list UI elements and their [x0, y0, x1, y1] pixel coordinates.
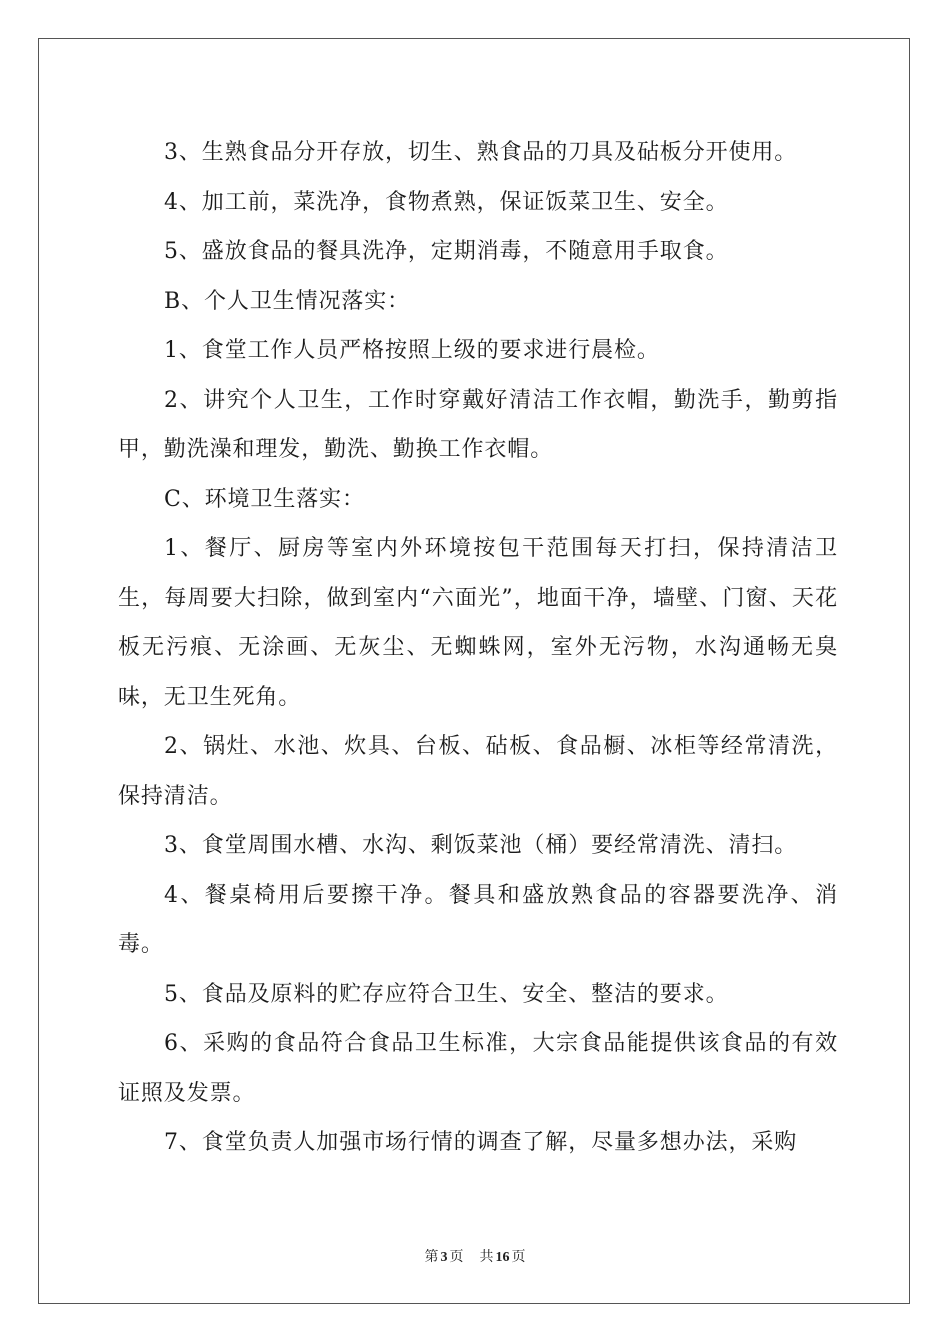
page-number: 3 [440, 1250, 448, 1265]
paragraph: 6、采购的食品符合食品卫生标准，大宗食品能提供该食品的有效证照及发票。 [118, 1031, 838, 1106]
paragraph: 1、食堂工作人员严格按照上级的要求进行晨检。 [164, 338, 660, 363]
total-pages-unit: 页 [511, 1250, 526, 1265]
paragraph: 5、食品及原料的贮存应符合卫生、安全、整洁的要求。 [164, 981, 729, 1007]
paragraph: 1、餐厅、厨房等室内外环境按包干范围每天打扫，保持清洁卫生，每周要大扫除，做到室内“六面光”，地面干净，墙壁、门窗、天花板无污痕、无涂画、无灰尘、无蜘蛛网，室外无污物，水沟通畅无臭味，无卫生死角。 [118, 536, 838, 710]
total-pages-prefix: 共 [479, 1250, 494, 1265]
section-heading: B、个人卫生情况落实： [164, 288, 411, 314]
paragraph: 7、食堂负责人加强市场行情的调查了解，尽量多想办法，采购 [164, 1130, 798, 1155]
paragraph: 2、讲究个人卫生，工作时穿戴好清洁工作衣帽，勤洗手，勤剪指甲，勤洗澡和理发，勤洗、勤换工作衣帽。 [118, 387, 838, 462]
paragraph: 3、食堂周围水槽、水沟、剩饭菜池（桶）要经常清洗、清扫。 [164, 833, 798, 858]
total-pages: 16 [495, 1250, 510, 1265]
paragraph: 4、餐桌椅用后要擦干净。餐具和盛放熟食品的容器要洗净、消毒。 [118, 882, 838, 957]
paragraph: 2、锅灶、水池、炊具、台板、砧板、食品橱、冰柜等经常清洗，保持清洁。 [118, 734, 838, 809]
paragraph: 3、生熟食品分开存放，切生、熟食品的刀具及砧板分开使用。 [164, 140, 798, 165]
paragraph: 4、加工前，菜洗净，食物煮熟，保证饭菜卫生、安全。 [164, 189, 729, 215]
page-number-unit: 页 [449, 1250, 464, 1265]
document-body [118, 128, 838, 1168]
page-number-prefix: 第 [424, 1250, 439, 1265]
page-footer [0, 1246, 950, 1266]
paragraph: 5、盛放食品的餐具洗净，定期消毒，不随意用手取食。 [164, 239, 729, 264]
section-heading: C、环境卫生落实： [164, 486, 365, 512]
